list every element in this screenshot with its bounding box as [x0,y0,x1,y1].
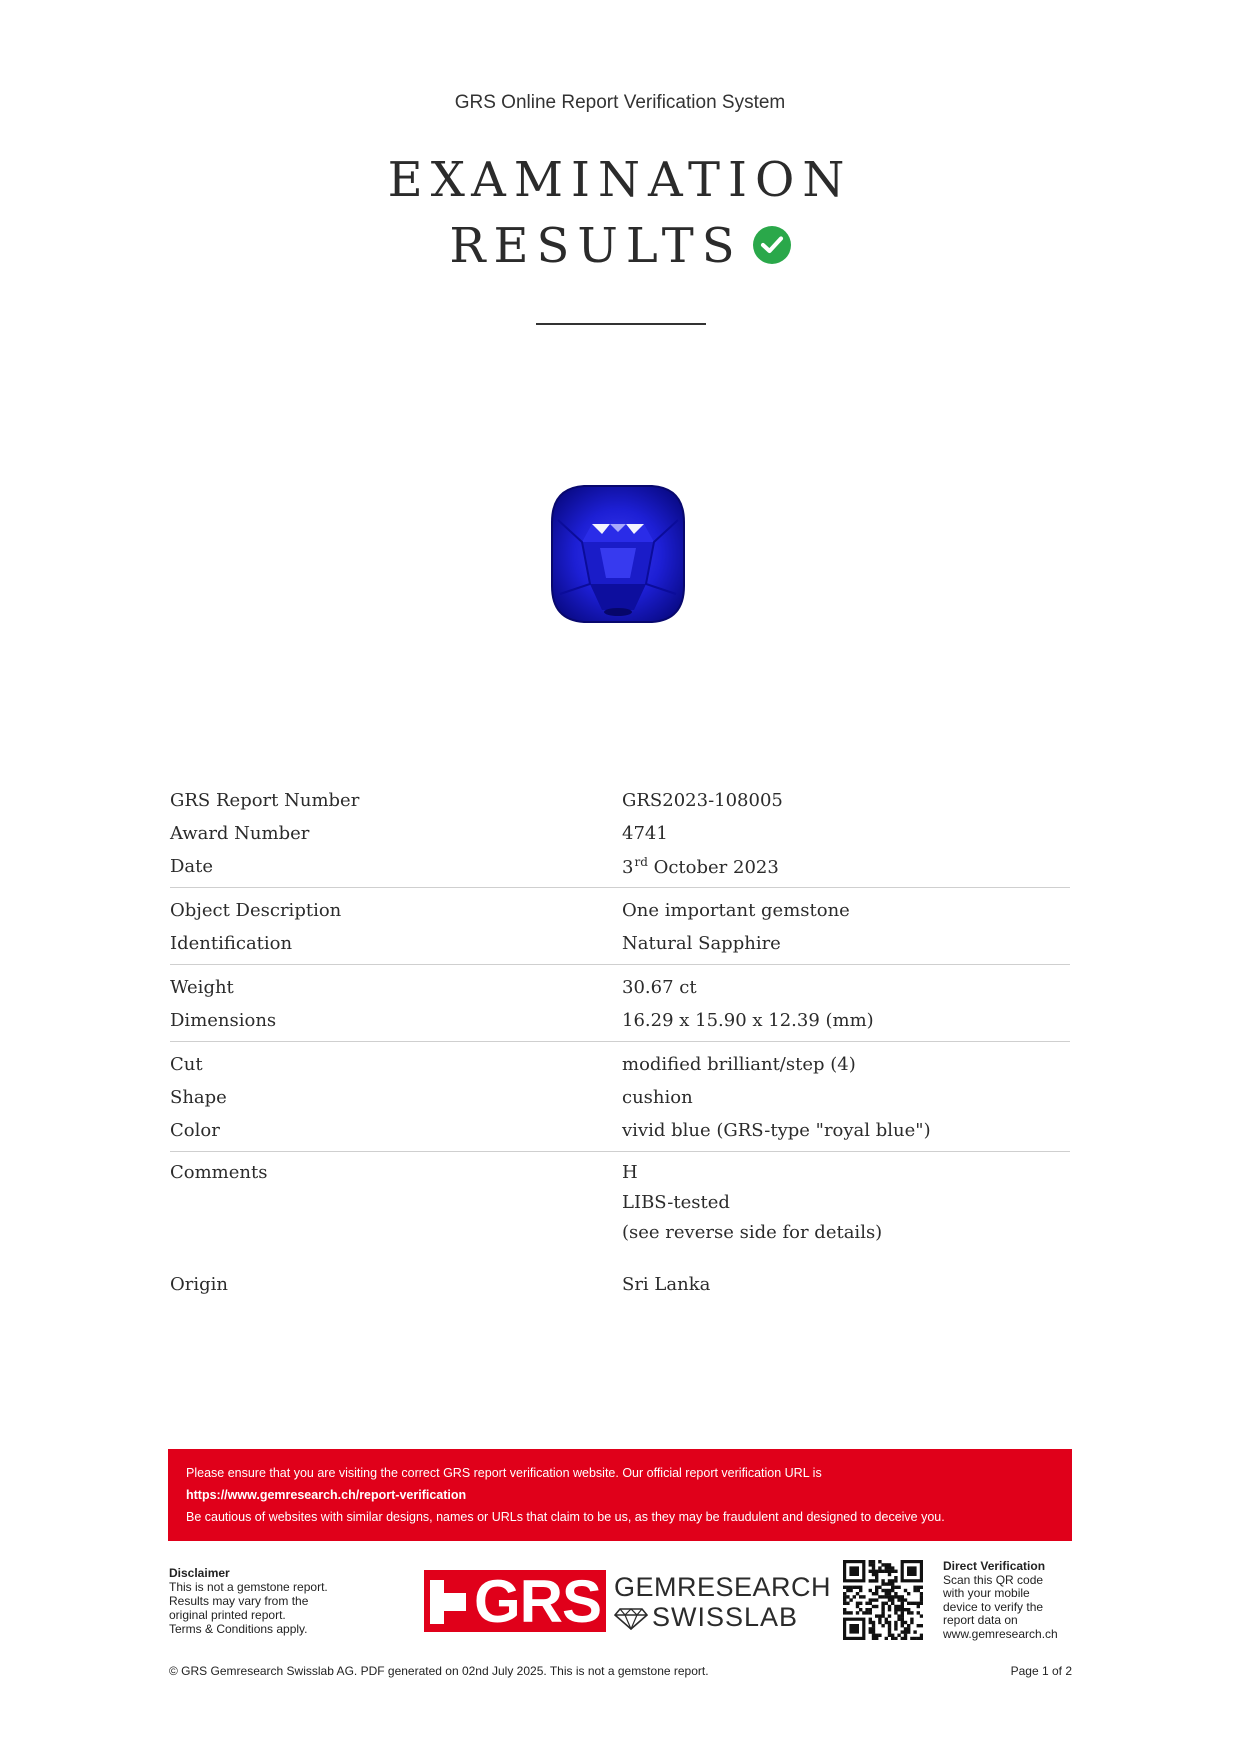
comment-line: H [622,1162,638,1183]
row-origin [170,1268,1070,1301]
row-report-number [170,784,1070,817]
row-value: 16.29 x 15.90 x 12.39 (mm) [622,1010,874,1031]
grs-logo [424,1568,832,1635]
row-label: Weight [170,977,234,998]
row-award-number [170,817,1070,850]
diamond-icon [614,1608,648,1630]
row-value: vivid blue (GRS-type "royal blue") [622,1120,931,1141]
report-group-comments [170,1158,1070,1305]
disclaimer [169,1566,369,1636]
comment-line: LIBS-tested [622,1192,730,1213]
row-label: Comments [170,1162,268,1183]
row-label: Award Number [170,823,310,844]
row-comments [170,1158,1070,1248]
check-circle-icon [753,226,791,264]
warning-text: Please ensure that you are visiting the correct GRS report verification website. Our official report verification URL is [186,1466,822,1480]
footer-copyright: © GRS Gemresearch Swisslab AG. PDF generated on 02nd July 2025. This is not a gemstone report. [169,1664,709,1678]
title-divider [536,323,706,325]
direct-verification-heading: Direct Verification [943,1559,1046,1573]
report-group-measurements [170,971,1070,1042]
fraud-warning-banner [168,1449,1072,1541]
date-day: 3 [622,857,634,878]
disclaimer-line: original printed report. [169,1608,286,1622]
row-shape [170,1081,1070,1114]
row-value: GRS2023-108005 [622,790,783,811]
direct-verification-website: www.gemresearch.ch [943,1626,1058,1641]
report-group-identity [170,784,1070,888]
row-value [622,1158,1070,1248]
row-label: Date [170,856,214,877]
page-title-line2-text: RESULTS [449,218,743,274]
row-label: Color [170,1120,220,1141]
report-group-appearance [170,1048,1070,1152]
swiss-cross-icon [430,1580,466,1624]
direct-verification-line: device to verify the [943,1599,1044,1614]
report-details [170,784,1070,1311]
page-title-line1: EXAMINATION [387,152,853,208]
row-object-description [170,894,1070,927]
disclaimer-line: Terms & Conditions apply. [169,1622,308,1636]
disclaimer-line: Results may vary from the [169,1594,309,1608]
system-title: GRS Online Report Verification System [454,92,786,113]
warning-caution-text: Be cautious of websites with similar designs, names or URLs that claim to be us, as they may be fraudulent and designed to deceive you. [186,1510,945,1524]
row-label: Origin [170,1274,228,1295]
row-color [170,1114,1070,1147]
row-label: GRS Report Number [170,790,360,811]
row-weight [170,971,1070,1004]
qr-code[interactable] [843,1560,923,1640]
report-group-object [170,894,1070,965]
comment-line: (see reverse side for details) [622,1222,883,1243]
row-value: One important gemstone [622,900,850,921]
logo-swisslab: SWISSLAB [652,1602,799,1632]
row-value: cushion [622,1087,693,1108]
direct-verification [943,1560,1083,1641]
verification-url-link[interactable]: https://www.gemresearch.ch/report-verification [186,1488,467,1502]
row-value: modified brilliant/step (4) [622,1054,856,1075]
logo-red-block [424,1568,606,1635]
row-label: Shape [170,1087,227,1108]
disclaimer-heading: Disclaimer [169,1566,230,1580]
direct-verification-line: with your mobile [943,1586,1030,1600]
row-value: 30.67 ct [622,977,697,998]
row-dimensions [170,1004,1070,1037]
row-identification [170,927,1070,960]
row-value: Sri Lanka [622,1274,711,1295]
row-date [170,850,1070,883]
row-value [622,855,1070,878]
direct-verification-line: report data on [943,1613,1018,1627]
date-rest: October 2023 [647,857,779,878]
page-title-line2 [0,218,1240,274]
row-label: Dimensions [170,1010,277,1031]
date-suffix: rd [634,855,648,869]
row-cut [170,1048,1070,1081]
logo-gemresearch: GEMRESEARCH [614,1572,832,1602]
logo-mark: GRS [474,1568,602,1635]
disclaimer-line: This is not a gemstone report. [169,1580,328,1594]
row-label: Object Description [170,900,342,921]
row-label: Identification [170,933,293,954]
direct-verification-line: Scan this QR code [943,1572,1044,1587]
row-value: 4741 [622,823,668,844]
row-value: Natural Sapphire [622,933,781,954]
page-number: Page 1 of 2 [1010,1664,1072,1678]
row-label: Cut [170,1054,203,1075]
gemstone-image [550,484,686,624]
